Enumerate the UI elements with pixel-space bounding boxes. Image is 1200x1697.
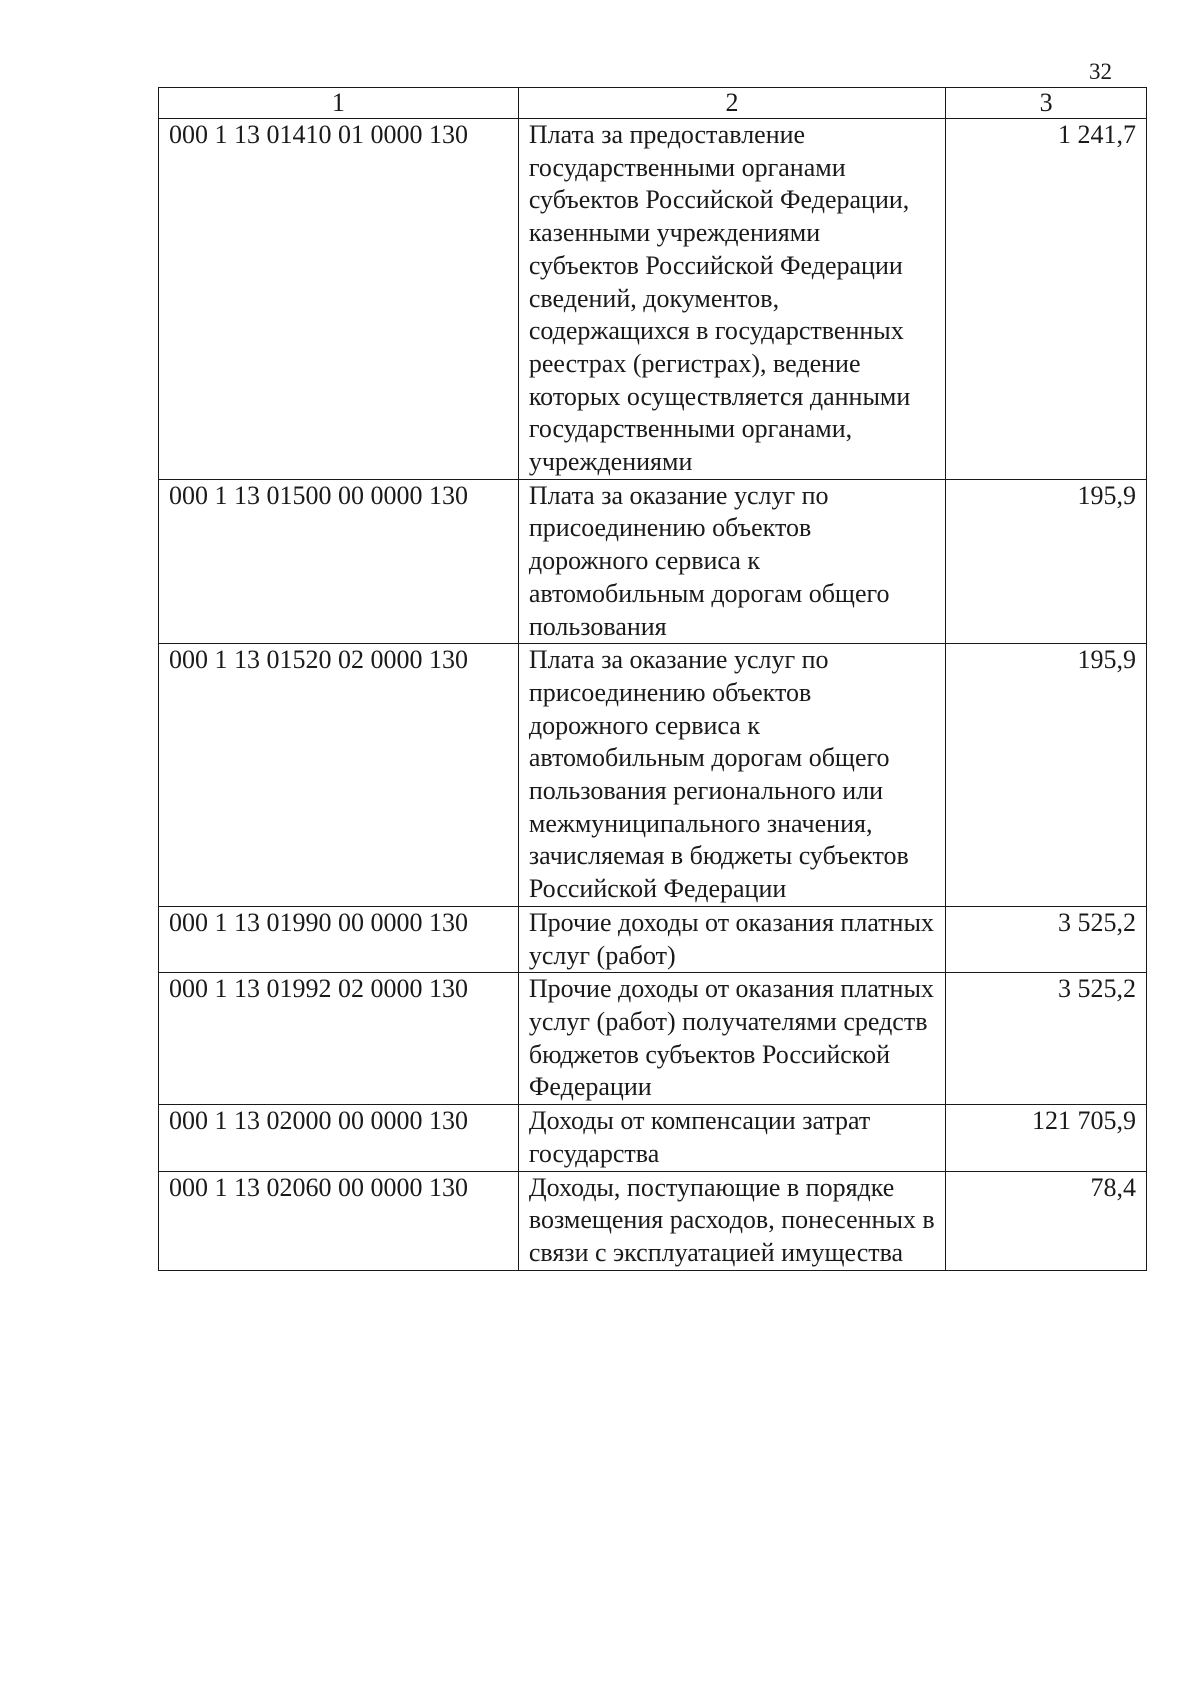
revenue-table bbox=[158, 87, 1147, 1271]
row-code: 000 1 13 01410 01 0000 130 bbox=[159, 119, 519, 480]
column-header-description: 2 bbox=[518, 88, 945, 119]
table-row bbox=[159, 906, 1147, 972]
table-row bbox=[159, 1171, 1147, 1270]
row-description: Прочие доходы от оказания платных услуг (работ) bbox=[518, 906, 945, 972]
row-amount: 1 241,7 bbox=[946, 119, 1147, 480]
page-number: 32 bbox=[1089, 59, 1112, 84]
row-amount: 195,9 bbox=[946, 644, 1147, 907]
row-description: Плата за предоставление государственными органами субъектов Российской Федерации, казенными учреждениями субъектов Российской Федерации сведений, документов, содержащихся в государственных реестрах (регистрах), ведение которых осуществляется данными государственными органами, учреждениями bbox=[518, 119, 945, 480]
row-description: Доходы от компенсации затрат государства bbox=[518, 1105, 945, 1171]
row-code: 000 1 13 02000 00 0000 130 bbox=[159, 1105, 519, 1171]
row-code: 000 1 13 02060 00 0000 130 bbox=[159, 1171, 519, 1270]
row-amount: 78,4 bbox=[946, 1171, 1147, 1270]
row-description: Прочие доходы от оказания платных услуг (работ) получателями средств бюджетов субъектов Российской Федерации bbox=[518, 973, 945, 1105]
row-amount: 121 705,9 bbox=[946, 1105, 1147, 1171]
table-row bbox=[159, 644, 1147, 907]
row-code: 000 1 13 01990 00 0000 130 bbox=[159, 906, 519, 972]
row-amount: 3 525,2 bbox=[946, 973, 1147, 1105]
row-amount: 195,9 bbox=[946, 479, 1147, 644]
row-amount: 3 525,2 bbox=[946, 906, 1147, 972]
table-row bbox=[159, 119, 1147, 480]
column-header-amount: 3 bbox=[946, 88, 1147, 119]
column-header-code: 1 bbox=[159, 88, 519, 119]
row-code: 000 1 13 01520 02 0000 130 bbox=[159, 644, 519, 907]
row-description: Плата за оказание услуг по присоединению объектов дорожного сервиса к автомобильным дорогам общего пользования регионального или межмуниципального значения, зачисляемая в бюджеты субъектов Российской Федерации bbox=[518, 644, 945, 907]
table-header-row bbox=[159, 88, 1147, 119]
row-description: Плата за оказание услуг по присоединению объектов дорожного сервиса к автомобильным дорогам общего пользования bbox=[518, 479, 945, 644]
table-row bbox=[159, 1105, 1147, 1171]
row-description: Доходы, поступающие в порядке возмещения расходов, понесенных в связи с эксплуатацией имущества bbox=[518, 1171, 945, 1270]
row-code: 000 1 13 01992 02 0000 130 bbox=[159, 973, 519, 1105]
row-code: 000 1 13 01500 00 0000 130 bbox=[159, 479, 519, 644]
table-row bbox=[159, 973, 1147, 1105]
table-row bbox=[159, 479, 1147, 644]
